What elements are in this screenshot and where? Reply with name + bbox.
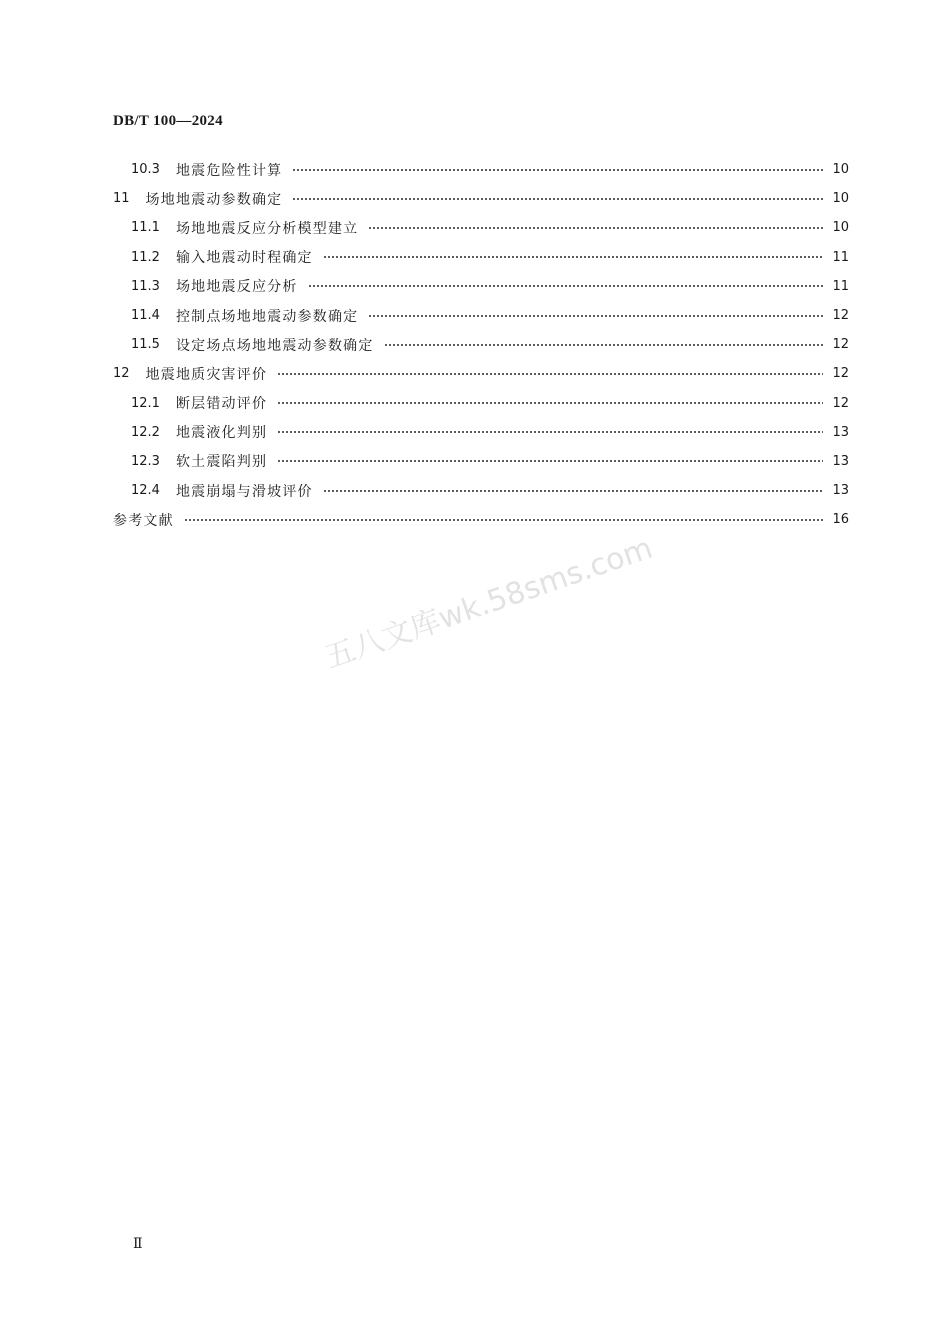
- toc-entry-number: 12.3: [131, 453, 160, 469]
- toc-entry[interactable]: [113, 389, 849, 418]
- toc-entry-title: 控制点场地地震动参数确定: [175, 308, 359, 325]
- toc-entry-title: 地震崩塌与滑坡评价: [175, 483, 313, 500]
- toc-entry[interactable]: [113, 301, 849, 330]
- table-of-contents: [113, 155, 849, 534]
- toc-entry-page: 13: [832, 424, 849, 440]
- toc-entry[interactable]: [113, 359, 849, 388]
- toc-entry-references[interactable]: [113, 505, 849, 534]
- dot-leader: [277, 372, 823, 376]
- toc-entry-title: 场地地震反应分析模型建立: [175, 220, 359, 237]
- dot-leader: [292, 197, 823, 201]
- toc-entry-page: 12: [832, 308, 849, 324]
- toc-entry-number: 11.3: [131, 278, 160, 294]
- toc-entry-page: 16: [832, 512, 849, 528]
- page-number: Ⅱ: [133, 1237, 143, 1252]
- toc-entry-page: 10: [832, 162, 849, 178]
- toc-entry-page: 10: [832, 220, 849, 236]
- toc-entry-number: 12: [113, 366, 130, 382]
- toc-entry-number: 12.2: [131, 424, 160, 440]
- dot-leader: [308, 284, 823, 288]
- dot-leader: [184, 518, 823, 522]
- dot-leader: [277, 459, 823, 463]
- toc-entry[interactable]: [113, 330, 849, 359]
- toc-entry-title: 软土震陷判别: [175, 454, 268, 471]
- toc-entry-title: 设定场点场地地震动参数确定: [175, 337, 374, 354]
- watermark: 五八文库wk.58sms.com: [320, 530, 657, 676]
- toc-entry-number: 12.4: [131, 483, 160, 499]
- toc-entry[interactable]: [113, 447, 849, 476]
- dot-leader: [368, 226, 823, 230]
- dot-leader: [368, 314, 823, 318]
- dot-leader: [384, 343, 823, 347]
- toc-entry-title: 输入地震动时程确定: [175, 250, 313, 267]
- toc-entry-page: 11: [832, 249, 849, 265]
- document-code: DB/T 100—2024: [113, 113, 223, 129]
- toc-entry-title: 场地地震反应分析: [175, 279, 298, 296]
- toc-entry[interactable]: [113, 155, 849, 184]
- toc-entry-number: 12.1: [131, 395, 160, 411]
- toc-entry-number: 10.3: [131, 162, 160, 178]
- toc-entry-number: 11.4: [131, 308, 160, 324]
- dot-leader: [323, 255, 823, 259]
- toc-entry[interactable]: [113, 243, 849, 272]
- toc-entry-title: 地震液化判别: [175, 425, 268, 442]
- dot-leader: [277, 430, 823, 434]
- toc-entry-page: 13: [832, 483, 849, 499]
- toc-entry-number: 11.5: [131, 337, 160, 353]
- toc-entry-title: 参考文献: [113, 512, 174, 529]
- dot-leader: [277, 401, 823, 405]
- toc-entry-page: 12: [832, 337, 849, 353]
- toc-entry[interactable]: [113, 476, 849, 505]
- toc-entry-title: 断层错动评价: [175, 396, 268, 413]
- toc-entry[interactable]: [113, 418, 849, 447]
- toc-entry-number: 11: [113, 191, 130, 207]
- toc-entry-title: 地震地质灾害评价: [145, 366, 268, 383]
- toc-entry[interactable]: [113, 184, 849, 213]
- toc-entry-page: 12: [832, 395, 849, 411]
- toc-entry-title: 场地地震动参数确定: [145, 191, 283, 208]
- dot-leader: [292, 168, 823, 172]
- toc-entry-title: 地震危险性计算: [175, 162, 283, 179]
- toc-entry-page: 13: [832, 453, 849, 469]
- toc-entry-page: 10: [832, 191, 849, 207]
- toc-entry-number: 11.2: [131, 249, 160, 265]
- toc-entry-page: 11: [832, 278, 849, 294]
- toc-entry-page: 12: [832, 366, 849, 382]
- toc-entry[interactable]: [113, 272, 849, 301]
- dot-leader: [323, 489, 823, 493]
- toc-entry-number: 11.1: [131, 220, 160, 236]
- toc-entry[interactable]: [113, 213, 849, 242]
